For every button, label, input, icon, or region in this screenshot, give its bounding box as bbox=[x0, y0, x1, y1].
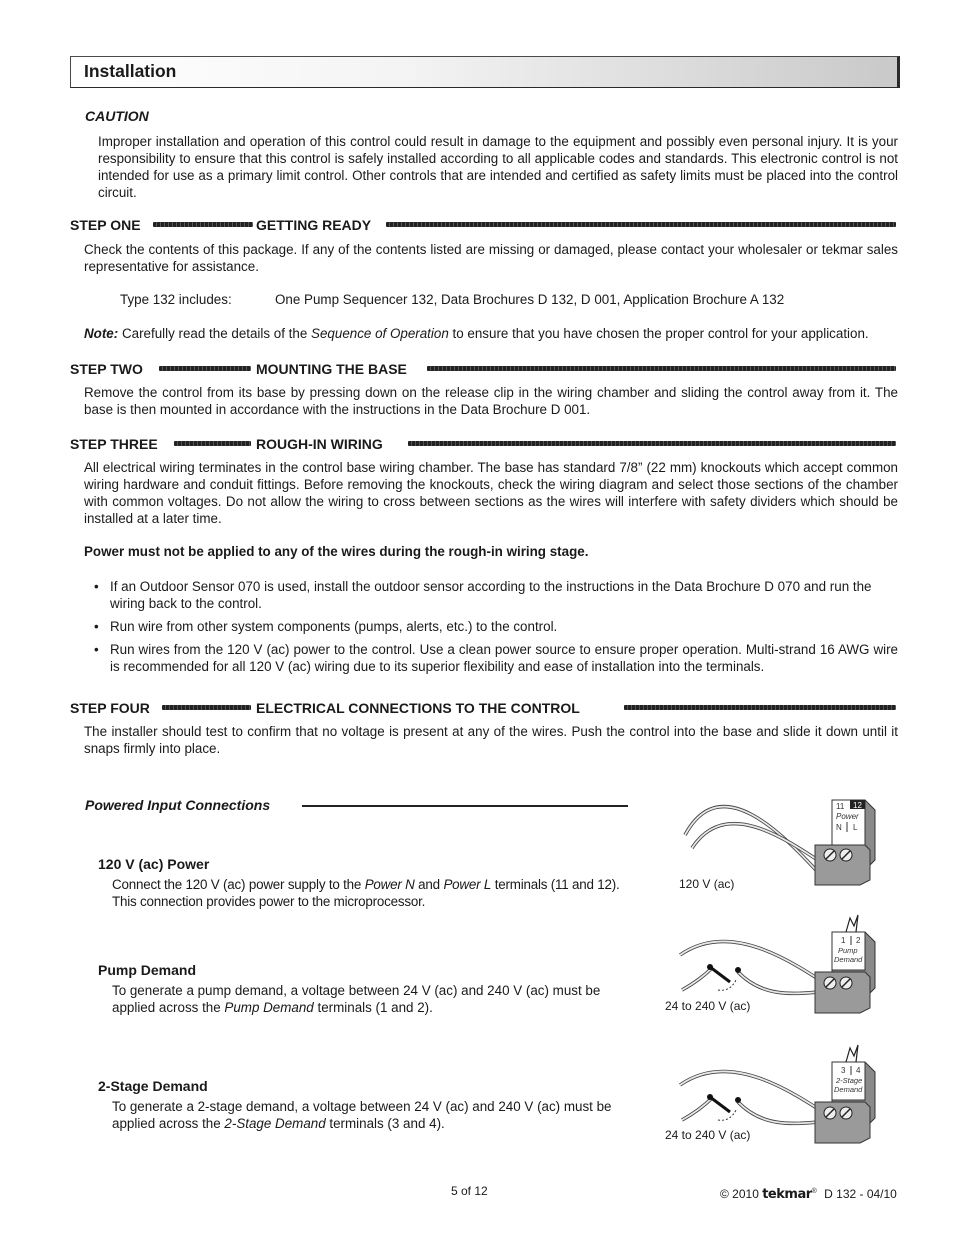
step-divider bbox=[386, 222, 896, 227]
power-title: 120 V (ac) Power bbox=[98, 856, 210, 872]
step-two-heading bbox=[70, 360, 896, 378]
copyright: © 2010 bbox=[720, 1187, 759, 1201]
step-two-title: MOUNTING THE BASE bbox=[256, 361, 407, 377]
bullet-dot: • bbox=[94, 619, 99, 634]
terminal-name-1: 2-Stage bbox=[836, 1076, 863, 1085]
step-four-label: STEP FOUR bbox=[70, 700, 150, 716]
note-label: Note: bbox=[84, 326, 119, 341]
stage-text-2: applied across the bbox=[112, 1116, 221, 1131]
switch-contact bbox=[735, 1097, 741, 1103]
terminal-n: N bbox=[836, 823, 842, 832]
step-three-heading bbox=[70, 435, 896, 453]
power-text-2: and bbox=[418, 877, 440, 892]
step-three-label: STEP THREE bbox=[70, 436, 158, 452]
stage-demand-text bbox=[112, 1098, 652, 1132]
stage-text-1: To generate a 2-stage demand, a voltage between 24 V (ac) and 240 V (ac) must be bbox=[112, 1099, 612, 1114]
pump-text-2: applied across the bbox=[112, 1000, 221, 1015]
terminal-name: Power bbox=[836, 812, 859, 821]
power-text-4: This connection provides power to the microprocessor. bbox=[112, 894, 426, 909]
step-divider bbox=[408, 441, 896, 446]
step-four-text: The installer should test to confirm that no voltage is present at any of the wires. Push the control into the base and slide it down until it snaps firmly into place. bbox=[84, 724, 898, 756]
power-voltage-label: 120 V (ac) bbox=[679, 877, 735, 891]
page-title: Installation bbox=[84, 61, 177, 81]
bullet-item: If an Outdoor Sensor 070 is used, install the outdoor sensor according to the instructions in the Data Brochure D 070 and run the wiring back to the control. bbox=[110, 579, 872, 611]
stage-voltage-label: 24 to 240 V (ac) bbox=[665, 1128, 751, 1142]
signal-icon bbox=[846, 915, 858, 932]
stage-demand-title: 2-Stage Demand bbox=[98, 1078, 208, 1094]
step-two-text: Remove the control from its base by pressing down on the release clip in the wiring chamber and sliding the control away from it. The base is then mounted in accordance with the instructions in the Data Brochure D 001. bbox=[84, 385, 898, 417]
step-divider bbox=[162, 705, 251, 710]
terminal-number-3: 3 bbox=[841, 1066, 846, 1075]
wire bbox=[685, 807, 825, 880]
terminal-number-1: 1 bbox=[841, 936, 846, 945]
step-one-text: Check the contents of this package. If any of the contents listed are missing or damaged, please contact your wholesaler or tekmar sales representative for assistance. bbox=[84, 242, 898, 274]
power-text-3: terminals (11 and 12). bbox=[494, 877, 620, 892]
pump-voltage-label: 24 to 240 V (ac) bbox=[665, 999, 751, 1013]
stage-text-3: terminals (3 and 4). bbox=[329, 1116, 445, 1131]
pump-demand-title: Pump Demand bbox=[98, 962, 197, 978]
power-l-emphasis: Power L bbox=[443, 877, 492, 892]
bullet-item: Run wire from other system components (pumps, alerts, etc.) to the control. bbox=[110, 619, 558, 634]
pump-text-3: terminals (1 and 2). bbox=[317, 1000, 433, 1015]
section-header-bar bbox=[70, 56, 900, 88]
step-two-label: STEP TWO bbox=[70, 361, 143, 377]
step-three-text: All electrical wiring terminates in the control base wiring chamber. The base has standard 7/8” (22 mm) knockouts which accept common wiring hardware and conduit fittings. Before removing the knockouts, check the wiring diagram and select those sections of the chamber with common voltages. Do not allow the wiring to cross between sections as the wires will interfere with safety dividers which should be installed at a later time. bbox=[84, 460, 898, 526]
includes-value: One Pump Sequencer 132, Data Brochures D 132, D 001, Application Brochure A 132 bbox=[275, 292, 785, 307]
power-text bbox=[112, 876, 642, 910]
wire bbox=[680, 1071, 835, 1120]
document-code: D 132 - 04/10 bbox=[824, 1187, 897, 1201]
step-four-heading bbox=[70, 699, 896, 717]
step-divider bbox=[174, 441, 251, 446]
step-divider bbox=[153, 222, 253, 227]
power-n-emphasis: Power N bbox=[364, 877, 415, 892]
powered-input-title: Powered Input Connections bbox=[85, 797, 271, 813]
caution-text: Improper installation and operation of this control could result in damage to the equipment and possibly even personal injury. It is your responsibility to ensure that this control is safely installed according to all applicable codes and standards. This electronic control is not intended for use as a primary limit control. Other controls that are intended and certified as safety limits must be placed into the control circuit. bbox=[98, 134, 898, 200]
rough-in-warning: Power must not be applied to any of the wires during the rough-in wiring stage. bbox=[84, 544, 589, 559]
terminal-l: L bbox=[853, 823, 858, 832]
pump-demand-text bbox=[112, 982, 652, 1016]
caution-title: CAUTION bbox=[85, 108, 149, 124]
step-divider bbox=[159, 366, 251, 371]
pump-emphasis: Pump Demand bbox=[224, 1000, 314, 1015]
section-rule bbox=[302, 805, 628, 807]
power-text-1: Connect the 120 V (ac) power supply to the bbox=[112, 877, 362, 892]
note-text bbox=[84, 325, 904, 342]
bullet-dot: • bbox=[94, 642, 99, 657]
wire bbox=[680, 941, 835, 990]
note-post: to ensure that you have chosen the proper control for your application. bbox=[452, 326, 869, 341]
terminal-number-12: 12 bbox=[853, 801, 862, 810]
tekmar-logo: tekmar bbox=[762, 1187, 812, 1202]
step-divider bbox=[624, 705, 896, 710]
note-pre: Carefully read the details of the bbox=[121, 326, 308, 341]
pump-text-1: To generate a pump demand, a voltage between 24 V (ac) and 240 V (ac) must be bbox=[112, 983, 601, 998]
step-three-title: ROUGH-IN WIRING bbox=[256, 436, 383, 452]
registered-mark: ® bbox=[811, 1188, 817, 1195]
step-divider bbox=[427, 366, 896, 371]
signal-icon bbox=[846, 1045, 858, 1062]
bullet-dot: • bbox=[94, 579, 99, 594]
footer-credit bbox=[720, 1184, 897, 1202]
step-one-title: GETTING READY bbox=[256, 217, 372, 233]
terminal-name-2: Demand bbox=[834, 955, 863, 964]
bullet-item: Run wires from the 120 V (ac) power to the control. Use a clean power source to ensure proper operation. Multi-strand 16 AWG wire is recommended for all 120 V (ac) wiring due to its superior flexibility and ease of installation into the terminals. bbox=[110, 642, 898, 674]
terminal-name-1: Pump bbox=[838, 946, 858, 955]
terminal-name-2: Demand bbox=[834, 1085, 863, 1094]
step-one-heading bbox=[70, 216, 896, 234]
terminal-number-4: 4 bbox=[856, 1066, 861, 1075]
stage-emphasis: 2-Stage Demand bbox=[224, 1116, 326, 1131]
switch-blade bbox=[710, 967, 730, 982]
switch-contact bbox=[735, 967, 741, 973]
step-four-title: ELECTRICAL CONNECTIONS TO THE CONTROL bbox=[256, 700, 580, 716]
terminal-number-2: 2 bbox=[856, 936, 861, 945]
switch-blade bbox=[710, 1097, 730, 1112]
includes-label: Type 132 includes: bbox=[120, 292, 232, 307]
page-number: 5 of 12 bbox=[451, 1184, 488, 1198]
note-emphasis: Sequence of Operation bbox=[311, 326, 449, 341]
step-one-label: STEP ONE bbox=[70, 217, 141, 233]
terminal-number-11: 11 bbox=[836, 802, 845, 811]
